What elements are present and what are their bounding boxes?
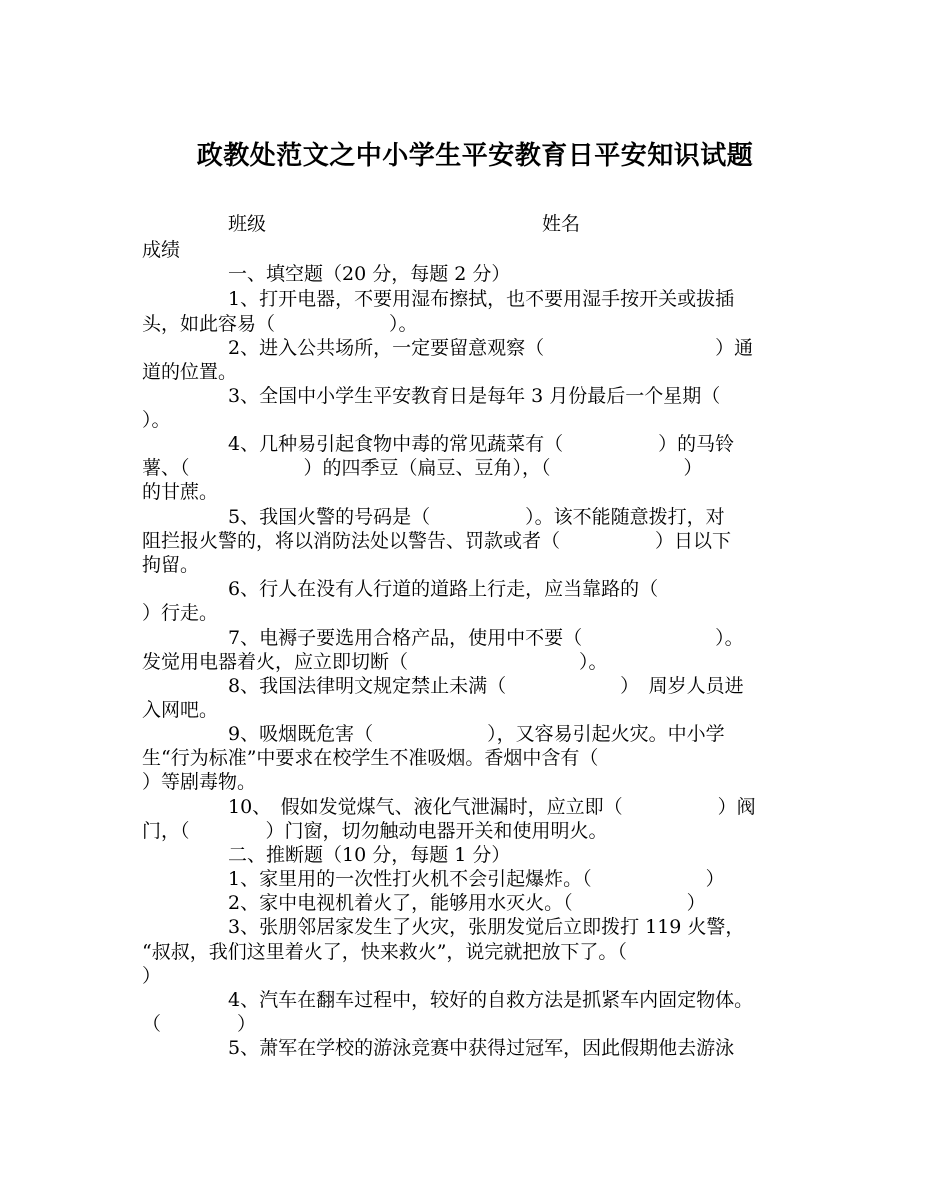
section2-heading: 二、推断题（10 分，每题 1 分）: [228, 844, 511, 866]
class-label: 班级: [228, 213, 267, 235]
name-label: 姓名: [542, 213, 581, 235]
question-line: 8、我国法律明文规定禁止未满（ ） 周岁人员进: [228, 675, 744, 697]
section1-heading: 一、填空题（20 分，每题 2 分）: [228, 263, 511, 285]
question-line: 4、几种易引起食物中毒的常见蔬菜有（ ）的马铃: [228, 433, 735, 455]
score-label: 成绩: [142, 239, 181, 261]
question-line: 9、吸烟既危害（ ），又容易引起火灾。中小学: [228, 723, 725, 745]
question-line: 入网吧。: [142, 699, 219, 721]
question-line: “叔叔，我们这里着火了，快来救火”，说完就把放下了。（: [142, 941, 627, 963]
question-line: 7、电褥子要选用合格产品，使用中不要（ ）。: [228, 627, 744, 649]
question-line: 头，如此容易（ ）。: [142, 313, 418, 335]
question-line: 生“行为标准”中要求在校学生不准吸烟。香烟中含有（: [142, 747, 599, 769]
question-line: 发觉用电器着火，应立即切断（ ）。: [142, 651, 608, 673]
document-title: 政教处范文之中小学生平安教育日平安知识试题: [196, 141, 754, 171]
question-line: ）等剧毒物。: [142, 771, 257, 793]
question-line: 1、家里用的一次性打火机不会引起爆炸。（ ）: [228, 868, 725, 890]
question-line: 5、我国火警的号码是（ ）。该不能随意拨打，对: [228, 506, 725, 528]
question-line: 的甘蔗。: [142, 481, 219, 503]
question-line: 3、全国中小学生平安教育日是每年 3 月份最后一个星期（: [228, 385, 721, 407]
question-line: 阻拦报火警的，将以消防法处以警告、罚款或者（ ）日以下: [142, 530, 732, 552]
question-line: 1、打开电器，不要用湿布擦拭，也不要用湿手按开关或拔插: [228, 288, 735, 310]
question-line: 2、家中电视机着火了，能够用水灭火。（ ）: [228, 892, 706, 914]
question-line: 2、进入公共场所，一定要留意观察（ ）通: [228, 337, 754, 359]
question-line: 4、汽车在翻车过程中，较好的自救方法是抓紧车内固定物体。: [228, 989, 754, 1011]
question-line: ）行走。: [142, 602, 219, 624]
question-line: 薯、（ ）的四季豆（扁豆、豆角），（ ）: [142, 457, 703, 479]
question-line: 3、张朋邻居家发生了火灾，张朋发觉后立即拨打 119 火警，: [228, 916, 745, 938]
question-line: 拘留。: [142, 554, 200, 576]
question-line: 道的位置。: [142, 361, 238, 383]
question-line: ）: [142, 965, 162, 987]
question-line: （ ）: [142, 1013, 257, 1035]
question-line: 10、 假如发觉煤气、液化气泄漏时，应立即（ ）阀: [228, 796, 756, 818]
question-line: 6、行人在没有人行道的道路上行走，应当靠路的（: [228, 578, 659, 600]
question-line: 5、萧军在学校的游泳竞赛中获得过冠军，因此假期他去游泳: [228, 1037, 735, 1059]
question-line: 门，（ ）门窗，切勿触动电器开关和使用明火。: [142, 820, 608, 842]
question-line: ）。: [142, 409, 171, 431]
